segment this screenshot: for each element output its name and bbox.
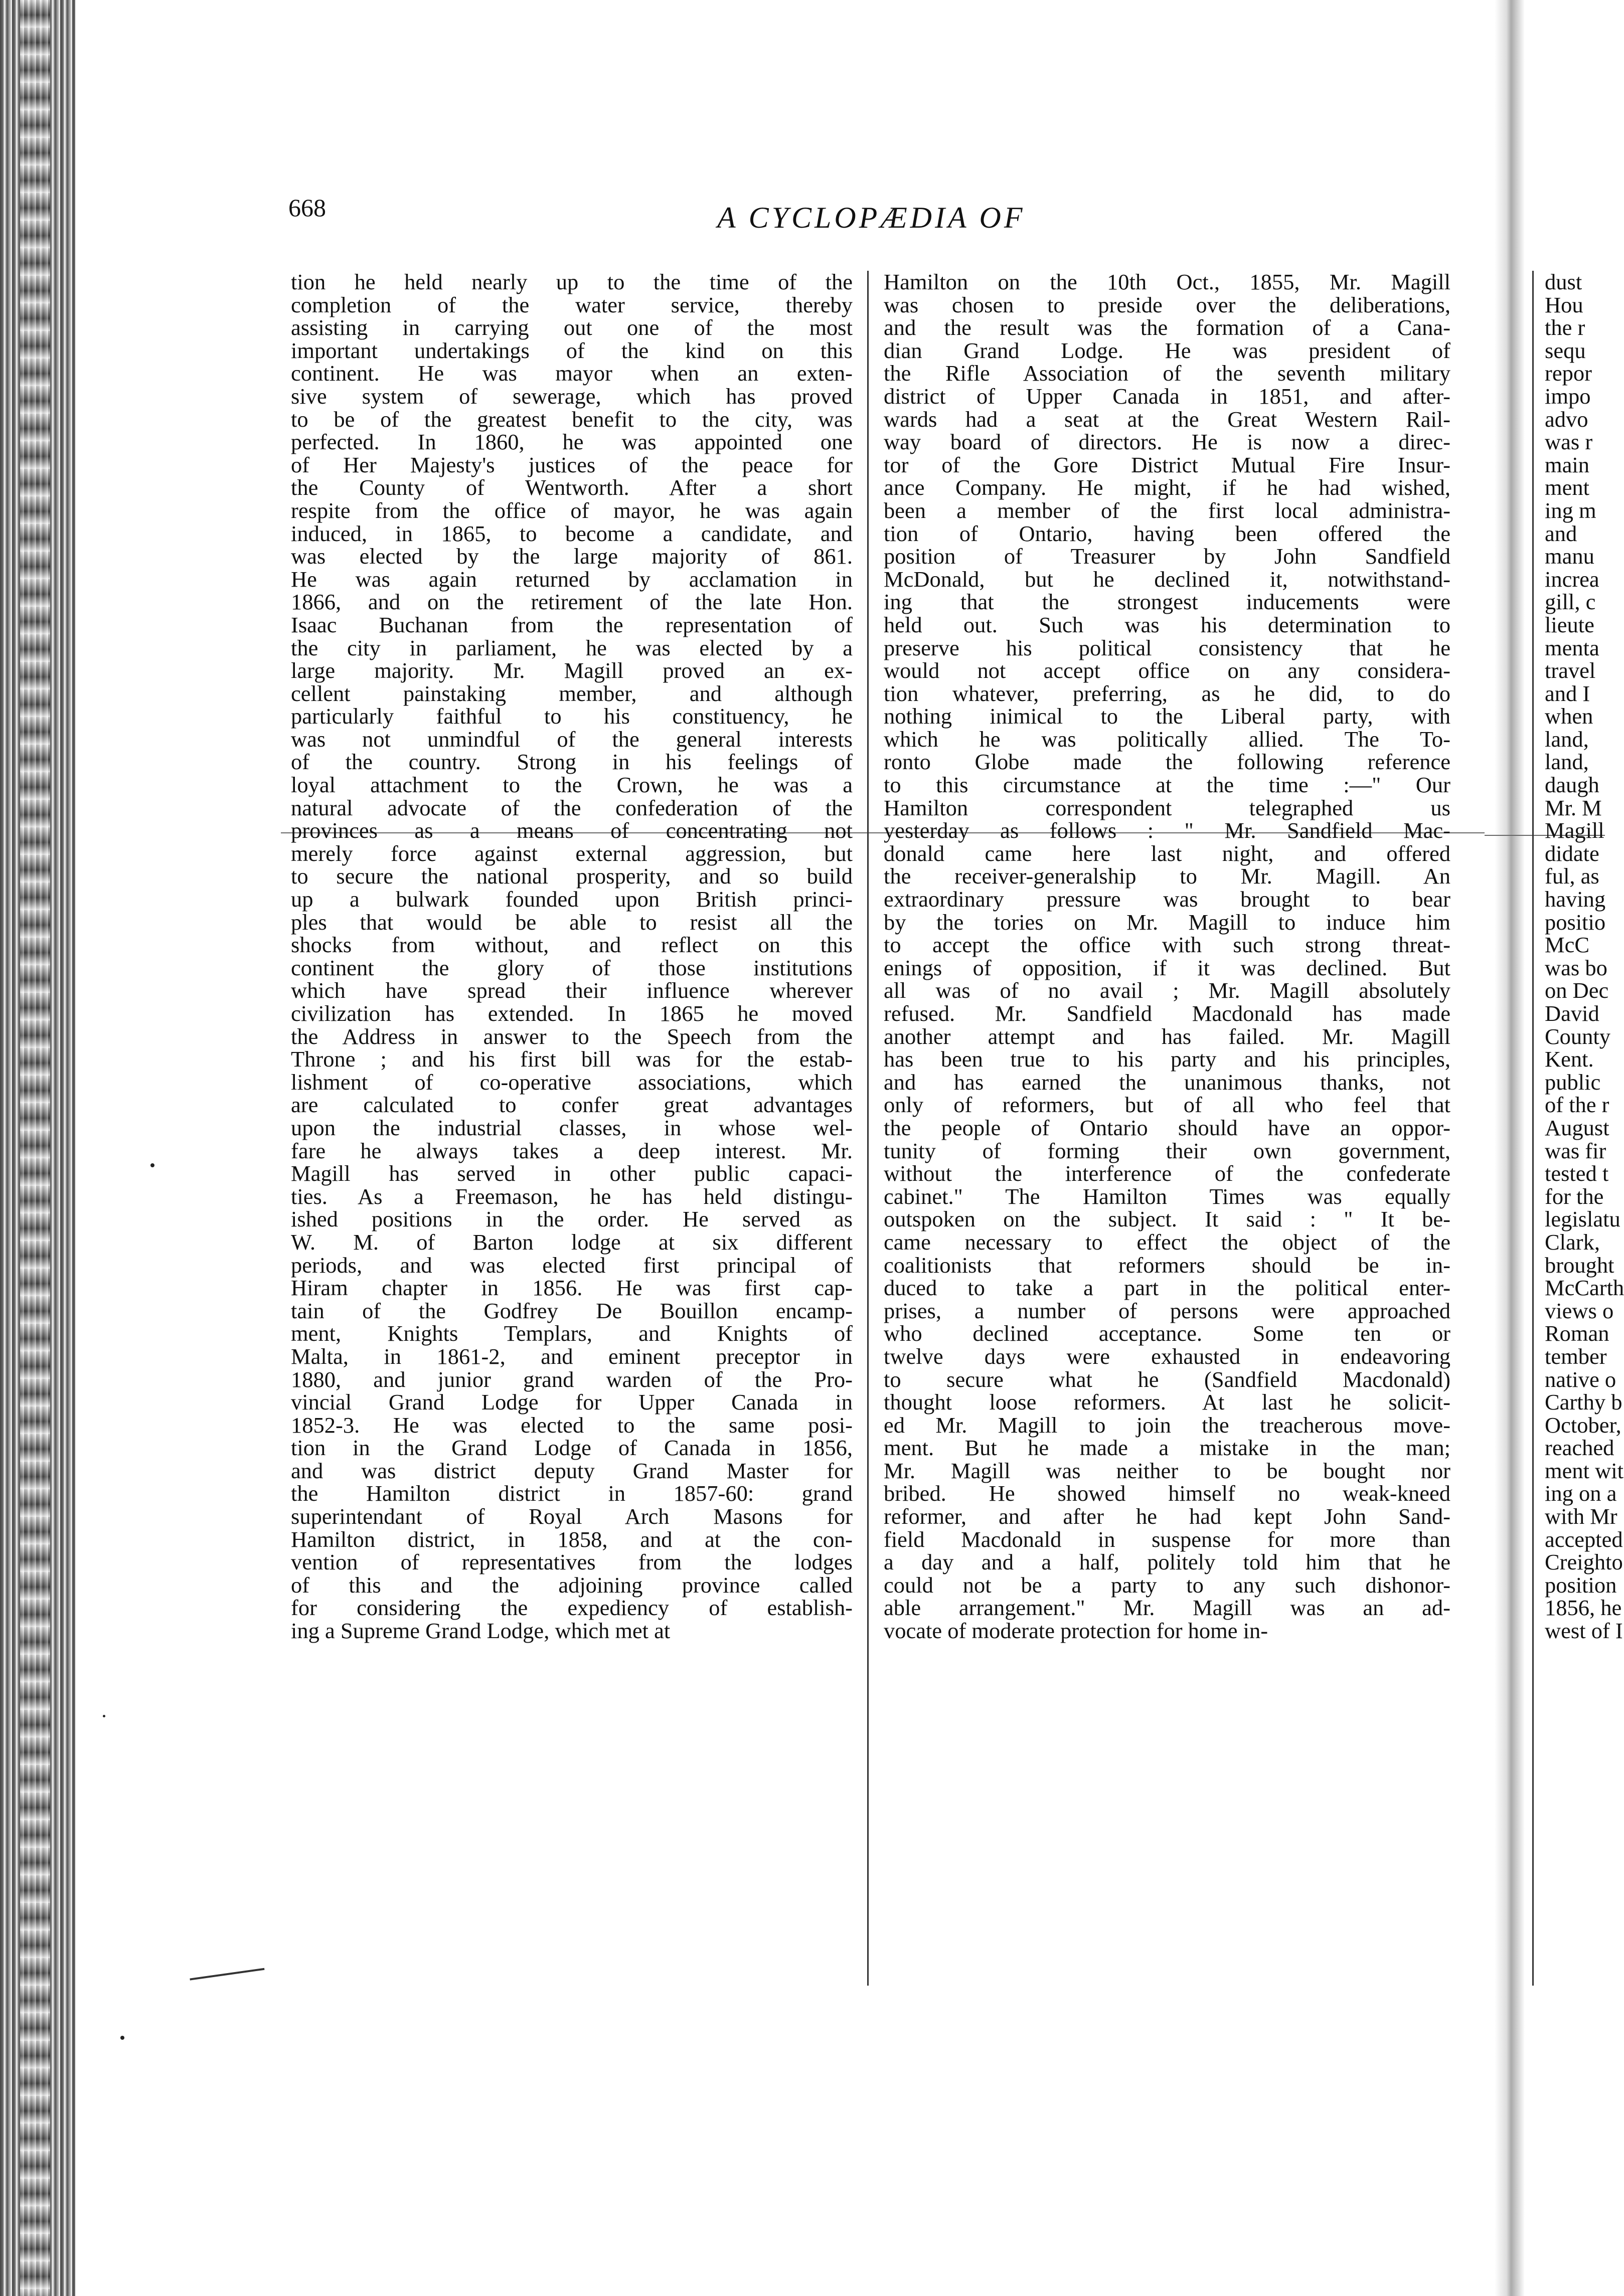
text-line: reached [1545, 1435, 1614, 1461]
text-line: to accept the office with such strong threat- [884, 932, 1450, 958]
text-line: a day and a half, politely told him that he [884, 1549, 1450, 1575]
text-line: west of I [1545, 1618, 1623, 1644]
text-line: ment [1545, 475, 1589, 500]
text-line: increa [1545, 566, 1599, 592]
text-line: are calculated to confer great advantages [291, 1092, 853, 1118]
text-line: which have spread their influence wherever [291, 978, 853, 1003]
text-line: twelve days were exhausted in endeavoring [884, 1343, 1450, 1369]
text-line: having [1545, 887, 1606, 912]
text-line: of this and the adjoining province called [291, 1572, 853, 1598]
text-line: and I [1545, 680, 1590, 706]
text-line: daugh [1545, 772, 1599, 798]
text-line: ing that the strongest inducements were [884, 589, 1450, 615]
text-line: for considering the expediency of establish- [291, 1595, 853, 1621]
text-line: gill, c [1545, 589, 1596, 615]
text-line: continent. He was mayor when an exten- [291, 361, 853, 386]
text-line: another attempt and has failed. Mr. Magill [884, 1023, 1450, 1049]
text-line: Hamilton correspondent telegraphed us [884, 795, 1450, 820]
text-line: manu [1545, 544, 1594, 569]
text-line: was chosen to preside over the deliberations, [884, 292, 1450, 317]
text-line: Magill has served in other public capaci- [291, 1161, 853, 1186]
text-line: and the result was the formation of a Cana- [884, 315, 1450, 340]
text-line: the r [1545, 315, 1585, 340]
text-line: which he was politically allied. The To- [884, 726, 1450, 752]
text-line: ing m [1545, 497, 1596, 523]
text-line: tion of Ontario, having been offered the [884, 520, 1450, 546]
text-line: tion he held nearly up to the time of the [291, 269, 853, 294]
text-line: reformer, and after he had kept John Sand- [884, 1504, 1450, 1529]
text-line: upon the industrial classes, in whose wel- [291, 1115, 853, 1140]
text-line: dian Grand Lodge. He was president of [884, 337, 1450, 363]
text-line: able arrangement." Mr. Magill was an ad- [884, 1595, 1450, 1621]
text-line: prises, a number of persons were approached [884, 1298, 1450, 1323]
text-line: shocks from without, and reflect on this [291, 932, 853, 958]
text-column-left [291, 271, 853, 1643]
text-line: tain of the Godfrey De Bouillon encamp- [291, 1298, 853, 1323]
text-line: vincial Grand Lodge for Upper Canada in [291, 1389, 853, 1415]
book-binding-edge [0, 0, 75, 2296]
text-line: lieute [1545, 612, 1594, 637]
text-line: without the interference of the confederate [884, 1161, 1450, 1186]
text-line: wards had a seat at the Great Western Rail- [884, 406, 1450, 432]
text-line: to this circumstance at the time :—" Our [884, 772, 1450, 798]
text-line: Roman [1545, 1321, 1609, 1346]
text-line: August [1545, 1115, 1609, 1140]
text-line: assisting in carrying out one of the most [291, 315, 853, 340]
text-line: land, [1545, 726, 1589, 752]
text-line: and was district deputy Grand Master for [291, 1458, 853, 1483]
text-line: the Hamilton district in 1857-60: grand [291, 1481, 853, 1506]
text-line: important undertakings of the kind on this [291, 337, 853, 363]
text-line: was r [1545, 429, 1593, 455]
text-line: completion of the water service, thereby [291, 292, 853, 317]
text-line: enings of opposition, if it was declined. But [884, 955, 1450, 980]
text-line: coalitionists that reformers should be in- [884, 1252, 1450, 1278]
text-line: McCarth [1545, 1275, 1624, 1301]
text-line: was not unmindful of the general interests [291, 726, 853, 752]
text-line: fare he always takes a deep interest. Mr. [291, 1138, 853, 1163]
text-line: and [1545, 520, 1577, 546]
text-line: ance Company. He might, if he had wished, [884, 475, 1450, 500]
text-line: tested t [1545, 1161, 1609, 1186]
text-line: ing a Supreme Grand Lodge, which met at [291, 1618, 671, 1644]
column-divider-right [1532, 271, 1534, 1986]
text-line: all was of no avail ; Mr. Magill absolutely [884, 978, 1450, 1003]
text-line: Hamilton on the 10th Oct., 1855, Mr. Magill [884, 269, 1450, 294]
text-line: W. M. of Barton lodge at six different [291, 1229, 853, 1255]
text-line: position [1545, 1572, 1617, 1598]
text-line: cellent painstaking member, and although [291, 680, 853, 706]
text-line: position of Treasurer by John Sandfield [884, 544, 1450, 569]
text-line: menta [1545, 635, 1599, 660]
text-line: extraordinary pressure was brought to bear [884, 887, 1450, 912]
running-head: A CYCLOPÆDIA OF [717, 201, 1026, 234]
text-line: land, [1545, 749, 1589, 775]
text-line: the Rifle Association of the seventh military [884, 361, 1450, 386]
text-line: nothing inimical to the Liberal party, with [884, 703, 1450, 729]
text-line: 1852-3. He was elected to the same posi- [291, 1412, 853, 1438]
margin-pencil-mark [190, 1968, 266, 1996]
text-line: County [1545, 1023, 1611, 1049]
text-line: McC [1545, 932, 1589, 958]
text-line: 1866, and on the retirement of the late Hon. [291, 589, 853, 615]
text-line: Hou [1545, 292, 1583, 317]
text-line: ples that would be able to resist all the [291, 909, 853, 935]
text-line: public [1545, 1069, 1601, 1095]
text-line: district of Upper Canada in 1851, and after- [884, 383, 1450, 409]
text-line: ful, as [1545, 863, 1599, 889]
text-line: tunity of forming their own government, [884, 1138, 1450, 1163]
text-line: native o [1545, 1366, 1616, 1392]
text-line: yesterday as follows : " Mr. Sandfield Mac- [884, 818, 1450, 843]
text-line: outspoken on the subject. It said : " It be- [884, 1206, 1450, 1232]
text-line: the people of Ontario should have an oppor- [884, 1115, 1450, 1140]
text-line: the receiver-generalship to Mr. Magill. An [884, 863, 1450, 889]
text-line: tion whatever, preferring, as he did, to do [884, 680, 1450, 706]
text-line: on Dec [1545, 978, 1609, 1003]
text-line: was bo [1545, 955, 1607, 980]
text-line: lishment of co-operative associations, which [291, 1069, 853, 1095]
text-line: could not be a party to any such dishonor- [884, 1572, 1450, 1598]
text-line: the city in parliament, he was elected by a [291, 635, 853, 660]
text-line: 1856, he [1545, 1595, 1622, 1621]
text-line: held out. Such was his determination to [884, 612, 1450, 637]
text-line: has been true to his party and his principles, [884, 1046, 1450, 1072]
text-line: way board of directors. He is now a direc- [884, 429, 1450, 455]
text-line: Creighto [1545, 1549, 1623, 1575]
text-line: was elected by the large majority of 861. [291, 544, 853, 569]
text-line: ties. As a Freemason, he has held distingu- [291, 1183, 853, 1209]
text-line: of Her Majesty's justices of the peace for [291, 452, 853, 477]
text-line: ished positions in the order. He served as [291, 1206, 853, 1232]
text-line: He was again returned by acclamation in [291, 566, 853, 592]
text-line: dust [1545, 269, 1582, 294]
text-line: vocate of moderate protection for home in- [884, 1618, 1268, 1644]
text-line: ment wit [1545, 1458, 1623, 1483]
text-line: of the r [1545, 1092, 1609, 1118]
text-line: Hamilton district, in 1858, and at the con- [291, 1526, 853, 1552]
text-line: ment, Knights Templars, and Knights of [291, 1321, 853, 1346]
text-line: with Mr [1545, 1504, 1617, 1529]
text-line: preserve his political consistency that he [884, 635, 1450, 660]
text-line: accepted [1545, 1526, 1623, 1552]
text-line: tion in the Grand Lodge of Canada in 1856, [291, 1435, 853, 1461]
text-line: cabinet." The Hamilton Times was equally [884, 1183, 1450, 1209]
text-line: the County of Wentworth. After a short [291, 475, 853, 500]
text-line: superintendant of Royal Arch Masons for [291, 1504, 853, 1529]
text-line: views o [1545, 1298, 1614, 1323]
text-line: legislatu [1545, 1206, 1620, 1232]
text-line: David [1545, 1001, 1599, 1026]
text-line: tor of the Gore District Mutual Fire Insur- [884, 452, 1450, 477]
text-line: natural advocate of the confederation of the [291, 795, 853, 820]
ink-speck [103, 1715, 105, 1717]
text-line: bribed. He showed himself no weak-kneed [884, 1481, 1450, 1506]
text-line: civilization has extended. In 1865 he moved [291, 1001, 853, 1026]
text-column-right-cropped [1545, 269, 1624, 1644]
text-line: Malta, in 1861-2, and eminent preceptor in [291, 1343, 853, 1369]
text-line: Kent. [1545, 1046, 1594, 1072]
text-line: who declined acceptance. Some ten or [884, 1321, 1450, 1346]
column-divider [867, 271, 869, 1986]
text-line: merely force against external aggression, but [291, 840, 853, 866]
text-line: for the [1545, 1183, 1604, 1209]
text-line: was fir [1545, 1138, 1606, 1163]
text-line: refused. Mr. Sandfield Macdonald has made [884, 1001, 1450, 1026]
text-line: when [1545, 703, 1593, 729]
text-line: particularly faithful to his constituency, he [291, 703, 853, 729]
text-line: positio [1545, 909, 1606, 935]
text-line: ment. But he made a mistake in the man; [884, 1435, 1450, 1461]
text-line: duced to take a part in the political enter- [884, 1275, 1450, 1301]
text-line: McDonald, but he declined it, notwithstand- [884, 566, 1450, 592]
page-number: 668 [288, 194, 326, 222]
text-line: induced, in 1865, to become a candidate, and [291, 520, 853, 546]
text-column-middle [884, 271, 1450, 1643]
text-line: Throne ; and his first bill was for the estab- [291, 1046, 853, 1072]
text-line: loyal attachment to the Crown, he was a [291, 772, 853, 798]
text-line: October, [1545, 1412, 1621, 1438]
text-line: vention of representatives from the lodges [291, 1549, 853, 1575]
text-line: would not accept office on any considera- [884, 658, 1450, 683]
text-line: field Macdonald in suspense for more than [884, 1526, 1450, 1552]
text-line: only of reformers, but of all who feel that [884, 1092, 1450, 1118]
ink-speck [120, 2036, 124, 2040]
text-line: Magill [1545, 818, 1604, 843]
text-line: thought loose reformers. At last he solicit- [884, 1389, 1450, 1415]
text-line: came necessary to effect the object of the [884, 1229, 1450, 1255]
text-line: Mr. Magill was neither to be bought nor [884, 1458, 1450, 1483]
text-line: provinces as a means of concentrating not [291, 818, 853, 843]
text-line: been a member of the first local administra- [884, 497, 1450, 523]
text-line: the Address in answer to the Speech from the [291, 1023, 853, 1049]
text-line: up a bulwark founded upon British princi- [291, 887, 853, 912]
text-line: Isaac Buchanan from the representation of [291, 612, 853, 637]
text-line: brought [1545, 1252, 1614, 1278]
text-line: advo [1545, 406, 1588, 432]
page-gutter-shadow [1495, 0, 1525, 2296]
text-line: Carthy b [1545, 1389, 1622, 1415]
text-line: main [1545, 452, 1589, 477]
text-line: by the tories on Mr. Magill to induce him [884, 909, 1450, 935]
text-line: ronto Globe made the following reference [884, 749, 1450, 775]
text-line: respite from the office of mayor, he was again [291, 497, 853, 523]
text-line: 1880, and junior grand warden of the Pro- [291, 1366, 853, 1392]
text-line: Hiram chapter in 1856. He was first cap- [291, 1275, 853, 1301]
text-line: donald came here last night, and offered [884, 840, 1450, 866]
text-line: to secure what he (Sandfield Macdonald) [884, 1366, 1450, 1392]
text-line: large majority. Mr. Magill proved an ex- [291, 658, 853, 683]
ink-speck [150, 1163, 154, 1167]
text-line: periods, and was elected first principal of [291, 1252, 853, 1278]
text-line: Clark, [1545, 1229, 1600, 1255]
text-line: to secure the national prosperity, and so build [291, 863, 853, 889]
text-line: Mr. M [1545, 795, 1602, 820]
text-line: sive system of sewerage, which has proved [291, 383, 853, 409]
text-line: to be of the greatest benefit to the city, was [291, 406, 853, 432]
text-line: of the country. Strong in his feelings of [291, 749, 853, 775]
text-line: repor [1545, 361, 1592, 386]
text-line: sequ [1545, 337, 1586, 363]
text-line: ing on a [1545, 1481, 1617, 1506]
text-line: impo [1545, 383, 1591, 409]
text-line: perfected. In 1860, he was appointed one [291, 429, 853, 455]
text-line: tember [1545, 1343, 1607, 1369]
text-line: travel [1545, 658, 1596, 683]
text-line: and has earned the unanimous thanks, not [884, 1069, 1450, 1095]
text-line: ed Mr. Magill to join the treacherous move- [884, 1412, 1450, 1438]
text-line: continent the glory of those institutions [291, 955, 853, 980]
text-line: didate [1545, 840, 1599, 866]
